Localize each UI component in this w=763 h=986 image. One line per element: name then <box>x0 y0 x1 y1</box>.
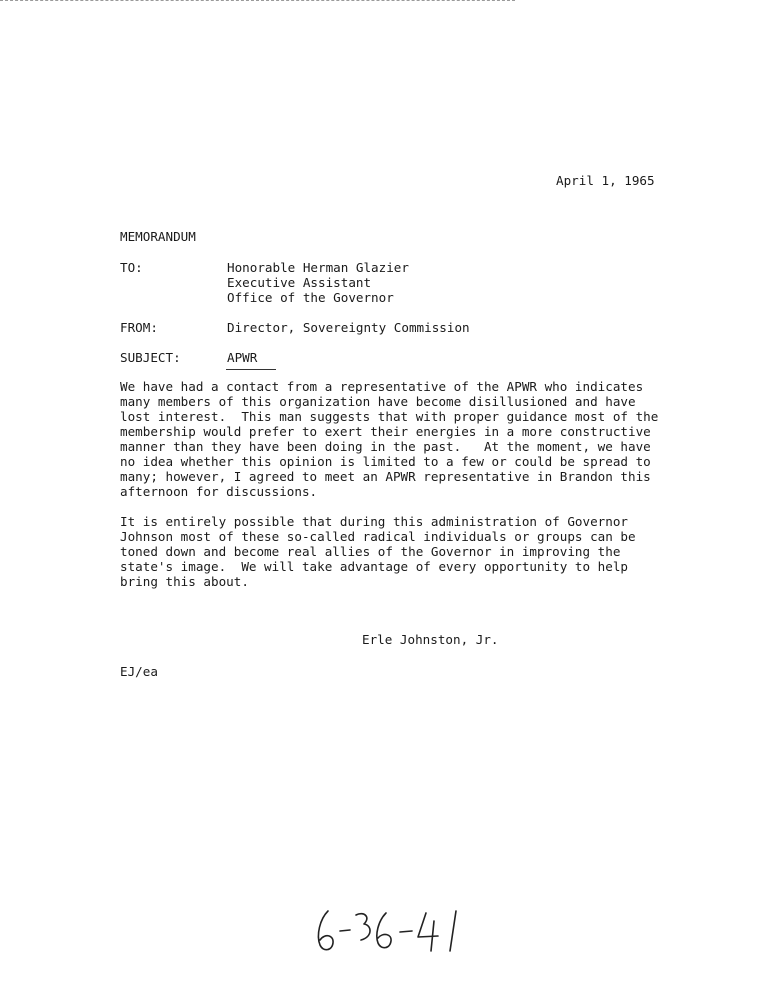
body-line: lost interest. This man suggests that with proper guidance most of the <box>120 409 659 425</box>
body-line: We have had a contact from a representative of the APWR who indicates <box>120 379 644 394</box>
body-line: membership would prefer to exert their energies in a more constructive <box>120 424 651 440</box>
body-line: afternoon for discussions. <box>120 484 318 500</box>
body-line: It is entirely possible that during this administration of Governor <box>120 514 628 529</box>
handwritten-file-number <box>314 905 474 957</box>
to-label: TO: <box>120 260 143 275</box>
body-line: state's image. We will take advantage of every opportunity to help <box>120 559 628 575</box>
subject-underline <box>226 369 276 370</box>
scan-border-dashes <box>0 0 515 1</box>
subject-value: APWR <box>227 350 258 365</box>
body-line: manner than they have been doing in the past. At the moment, we have <box>120 439 651 455</box>
body-line: many members of this organization have become disillusioned and have <box>120 394 636 410</box>
body-line: bring this about. <box>120 574 249 590</box>
body-line: no idea whether this opinion is limited to a few or could be spread to <box>120 454 651 470</box>
body-line: Johnson most of these so-called radical individuals or groups can be <box>120 529 636 545</box>
subject-label: SUBJECT: <box>120 350 181 365</box>
to-recipient-name: Honorable Herman Glazier <box>227 260 409 275</box>
body-line: toned down and become real allies of the Governor in improving the <box>120 544 621 560</box>
body-paragraph-2 <box>120 514 650 589</box>
body-paragraph-1 <box>120 379 659 500</box>
typist-initials: EJ/ea <box>120 664 158 679</box>
to-recipient-office: Office of the Governor <box>227 290 394 305</box>
from-value: Director, Sovereignty Commission <box>227 320 470 335</box>
memo-date: April 1, 1965 <box>556 173 655 188</box>
to-recipient-title: Executive Assistant <box>227 275 372 290</box>
body-line: many; however, I agreed to meet an APWR representative in Brandon this <box>120 469 651 485</box>
memo-heading: MEMORANDUM <box>120 229 196 244</box>
from-label: FROM: <box>120 320 158 335</box>
signature-name: Erle Johnston, Jr. <box>362 632 499 647</box>
